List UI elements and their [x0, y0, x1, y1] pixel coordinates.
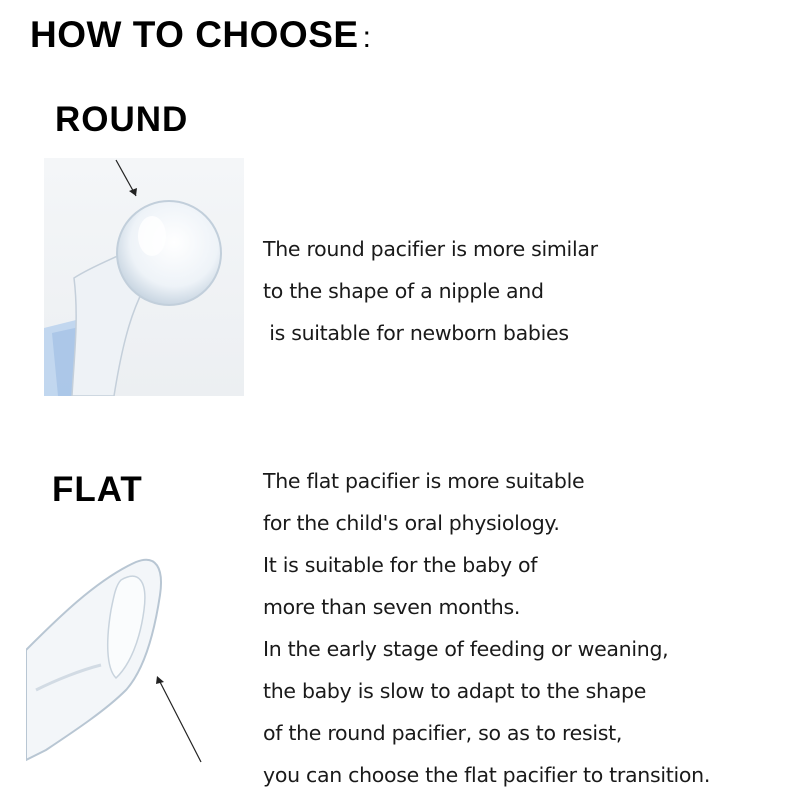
- flat-pacifier-image: [26, 540, 226, 770]
- flat-description: [263, 460, 710, 796]
- round-pacifier-image: [44, 158, 244, 396]
- flat-description-line: of the round pacifier, so as to resist,: [263, 721, 623, 745]
- round-pacifier-nipple-icon: [44, 158, 244, 396]
- flat-description-line: the baby is slow to adapt to the shape: [263, 679, 647, 703]
- flat-pacifier-nipple-icon: [26, 540, 226, 770]
- flat-description-line: In the early stage of feeding or weaning,: [263, 637, 669, 661]
- page-title: [30, 14, 371, 56]
- round-description: [263, 228, 598, 354]
- round-section-label: ROUND: [55, 100, 189, 139]
- page-title-text: HOW TO CHOOSE: [30, 14, 359, 55]
- flat-description-line: The flat pacifier is more suitable: [263, 469, 585, 493]
- round-description-line: is suitable for newborn babies: [263, 321, 569, 345]
- flat-description-line: It is suitable for the baby of: [263, 553, 538, 577]
- flat-section-label: FLAT: [52, 470, 143, 509]
- round-description-line: to the shape of a nipple and: [263, 279, 544, 303]
- flat-description-line: more than seven months.: [263, 595, 521, 619]
- flat-description-line: you can choose the flat pacifier to transition.: [263, 763, 711, 787]
- flat-description-line: for the child's oral physiology.: [263, 511, 560, 535]
- page-title-colon: :: [362, 21, 372, 54]
- round-description-line: The round pacifier is more similar: [263, 237, 598, 261]
